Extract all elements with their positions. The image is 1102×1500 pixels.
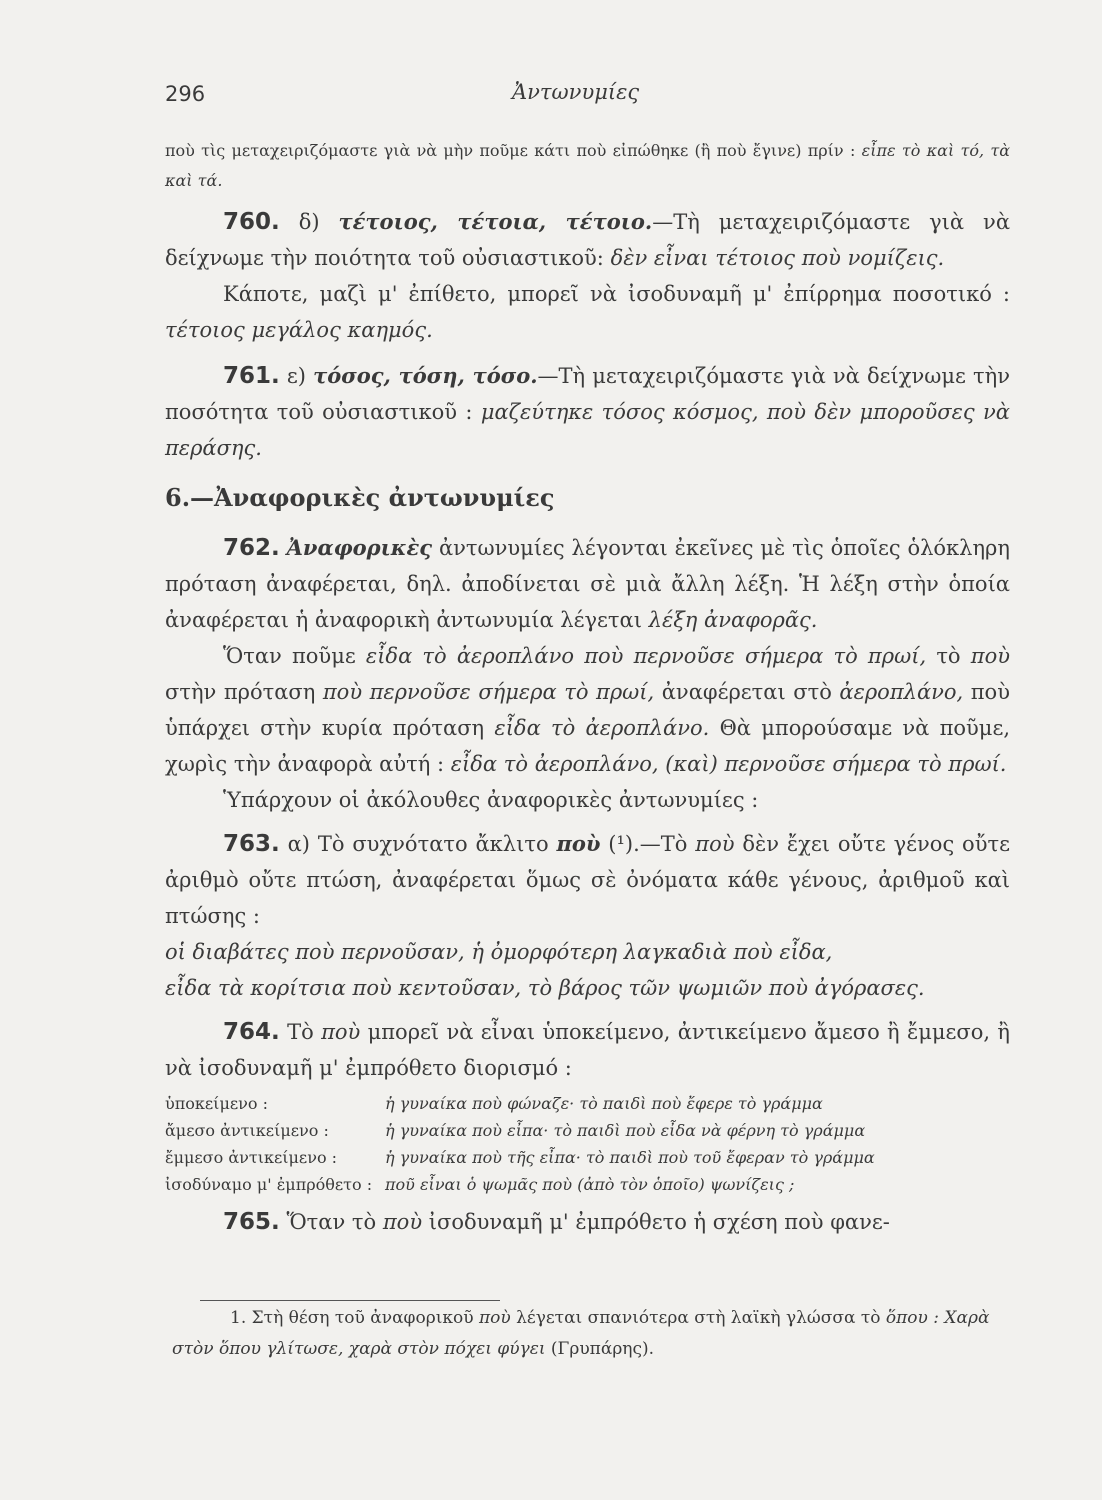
table-row — [165, 1171, 1010, 1198]
example-text: ποὺ — [970, 644, 1010, 668]
section-760-cont — [165, 276, 1010, 348]
page-body — [165, 136, 1010, 1240]
text-run: Τὸ — [287, 1020, 314, 1044]
section-text: —Τὴ μεταχειριζόμαστε γιὰ νὰ δείχνωμε τὴν ποσότητα τοῦ οὐσιαστικοῦ : — [165, 364, 1010, 424]
defined-term: Ἀναφορικὲς — [286, 535, 433, 560]
section-762 — [165, 530, 1010, 638]
page-number: 296 — [165, 82, 206, 106]
table-row — [165, 1117, 1010, 1144]
running-title: Ἀντωνυμίες — [512, 80, 640, 104]
row-example: ἡ γυναίκα ποὺ εἶπα· τὸ παιδὶ ποὺ εἶδα νὰ φέρνη τὸ γράμμα — [385, 1121, 866, 1140]
example-text: δὲν εἶναι τέτοιος ποὺ νομίζεις. — [610, 246, 945, 270]
intro-example: εἶπε τὸ καὶ τό, τὰ καὶ τά. — [165, 141, 1011, 190]
example-text: εἶδα τὸ ἀεροπλάνο ποὺ περνοῦσε σήμερα τὸ πρωί, — [365, 644, 927, 668]
footnote-marker: 1. — [230, 1308, 247, 1328]
section-765 — [165, 1204, 1010, 1240]
keyword: ποὺ — [321, 1020, 361, 1044]
section-763 — [165, 826, 1010, 934]
example-text: εἶδα τὸ ἀεροπλάνο, (καὶ) περνοῦσε σήμερα τὸ πρωί. — [450, 752, 1007, 776]
pronoun-forms: τέτοιος, τέτοια, τέτοιο. — [338, 209, 653, 234]
section-text: δὲν ἔχει οὔτε γένος οὔτε ἀριθμὸ οὔτε πτώση, ἀναφέρεται ὅμως σὲ ὀνόματα κάθε γένους, ἀριθμοῦ καὶ πτώσης : — [165, 832, 1010, 928]
footnote-ref: (¹). — [608, 832, 640, 856]
table-row — [165, 1144, 1010, 1171]
section-762-example — [165, 638, 1010, 782]
text-run: —Τὸ — [639, 832, 688, 856]
defined-term: λέξη ἀναφορᾶς. — [648, 608, 818, 632]
section-number: 762. — [223, 535, 280, 561]
section-text: μπορεῖ νὰ εἶναι ὑποκείμενο, ἀντικείμενο ἄμεσο ἢ ἔμμεσο, ἢ νὰ ἰσοδυναμῆ μ' ἐμπρόθετο διορισμό : — [165, 1020, 1010, 1080]
example-text: τέτοιος μεγάλος καημός. — [165, 318, 433, 342]
keyword: ποὺ — [556, 831, 601, 856]
section-764 — [165, 1014, 1010, 1086]
text-run: Ὅταν τὸ — [286, 1210, 377, 1234]
text-run: ποὺ ὑπάρχει στὴν κυρία πρόταση — [165, 680, 1010, 740]
table-row — [165, 1090, 1010, 1117]
section-760 — [165, 204, 1010, 276]
footnote — [172, 1303, 1010, 1365]
section-number: 765. — [223, 1209, 280, 1235]
function-table — [165, 1090, 1010, 1198]
section-label: ε) — [286, 364, 306, 388]
example-text: μαζεύτηκε τόσος κόσμος, ποὺ δὲν μποροῦσες νὰ περάσης. — [165, 400, 1010, 460]
text-run: ἀναφέρεται στὸ — [661, 680, 832, 704]
text-run: Ὅταν ποῦμε — [223, 644, 356, 668]
section-761 — [165, 358, 1010, 466]
keyword: ποὺ — [382, 1210, 423, 1234]
intro-paragraph — [165, 136, 1010, 196]
text-run: στὴν πρόταση — [165, 680, 316, 704]
section-text: ἰσοδυναμῆ μ' ἐμπρόθετο ἡ σχέση ποὺ φανε- — [428, 1210, 890, 1234]
section-label: α) Τὸ συχνότατο ἄκλιτο — [287, 832, 549, 856]
section-text: —Τὴ μεταχειριζόμαστε γιὰ νὰ δείχνωμε τὴν ποιότητα τοῦ οὐσιαστικοῦ: — [165, 210, 1010, 270]
text-run: Θὰ μπορούσαμε νὰ ποῦμε, χωρὶς τὴν ἀναφορὰ αὐτή : — [165, 716, 1010, 776]
keyword: ὅπου : — [885, 1308, 939, 1328]
row-label: ἔμμεσο ἀντικείμενο : — [165, 1148, 338, 1167]
text-run: τὸ — [936, 644, 961, 668]
example-line: εἶδα τὰ κορίτσια ποὺ κεντοῦσαν, τὸ βάρος τῶν ψωμιῶν ποὺ ἀγόρασες. — [165, 976, 925, 1000]
example-text: εἶδα τὸ ἀεροπλάνο. — [494, 716, 710, 740]
section-762-list-intro: Ὑπάρχουν οἱ ἀκόλουθες ἀναφορικὲς ἀντωνυμίες : — [223, 788, 759, 812]
source-citation: (Γρυπάρης). — [550, 1339, 655, 1359]
section-heading: 6.—Ἀναφορικὲς ἀντωνυμίες — [165, 483, 555, 512]
row-example: ἡ γυναίκα ποὺ φώναζε· τὸ παιδὶ ποὺ ἔφερε τὸ γράμμα — [385, 1094, 823, 1113]
row-example: ποῦ εἶναι ὁ ψωμᾶς ποὺ (ἀπὸ τὸν ὁποῖο) ψωνίζεις ; — [385, 1175, 795, 1194]
pronoun-forms: τόσος, τόση, τόσο. — [313, 363, 538, 388]
example-text: ποὺ περνοῦσε σήμερα τὸ πρωί, — [322, 680, 655, 704]
section-number: 760. — [223, 209, 280, 235]
section-text: ἀντωνυμίες λέγονται ἐκεῖνες μὲ τὶς ὁποῖες ὁλόκληρη πρόταση ἀναφέρεται, δηλ. ἀποδίνεται σὲ μιὰ ἄλλη λέξη. Ἡ λέξη στὴν ὁποία ἀναφέρεται ἡ ἀναφορικὴ ἀντωνυμία λέγεται — [165, 536, 1010, 632]
keyword: ποὺ — [478, 1308, 511, 1328]
example-line: οἱ διαβάτες ποὺ περνοῦσαν, ἡ ὀμορφότερη λαγκαδιὰ ποὺ εἶδα, — [165, 940, 833, 964]
example-text: ἀεροπλάνο, — [839, 680, 964, 704]
text-run: Στὴ θέση τοῦ ἀναφορικοῦ — [251, 1308, 474, 1328]
keyword: ποὺ — [695, 832, 735, 856]
row-label: ἄμεσο ἀντικείμενο : — [165, 1121, 329, 1140]
row-label: ἰσοδύναμο μ' ἐμπρόθετο : — [165, 1175, 373, 1194]
section-text: Κάποτε, μαζὶ μ' ἐπίθετο, μπορεῖ νὰ ἰσοδυναμῆ μ' ἐπίρρημα ποσοτικό : — [223, 282, 1010, 306]
section-number: 764. — [223, 1019, 280, 1045]
footnote-divider — [200, 1300, 500, 1301]
row-example: ἡ γυναίκα ποὺ τῆς εἶπα· τὸ παιδὶ ποὺ τοῦ ἔφεραν τὸ γράμμα — [385, 1148, 875, 1167]
section-number: 761. — [223, 363, 280, 389]
section-number: 763. — [223, 831, 280, 857]
text-run: λέγεται σπανιότερα στὴ λαϊκὴ γλώσσα τὸ — [516, 1308, 881, 1328]
row-label: ὑποκείμενο : — [165, 1094, 268, 1113]
intro-text: ποὺ τὶς μεταχειριζόμαστε γιὰ νὰ μὴν ποῦμε κάτι ποὺ εἰπώθηκε (ἢ ποὺ ἔγινε) πρίν : — [165, 141, 856, 160]
section-label: δ) — [298, 210, 320, 234]
example-text: Χαρὰ στὸν ὅπου γλίτωσε, χαρὰ στὸν πόχει φύγει — [172, 1308, 990, 1359]
